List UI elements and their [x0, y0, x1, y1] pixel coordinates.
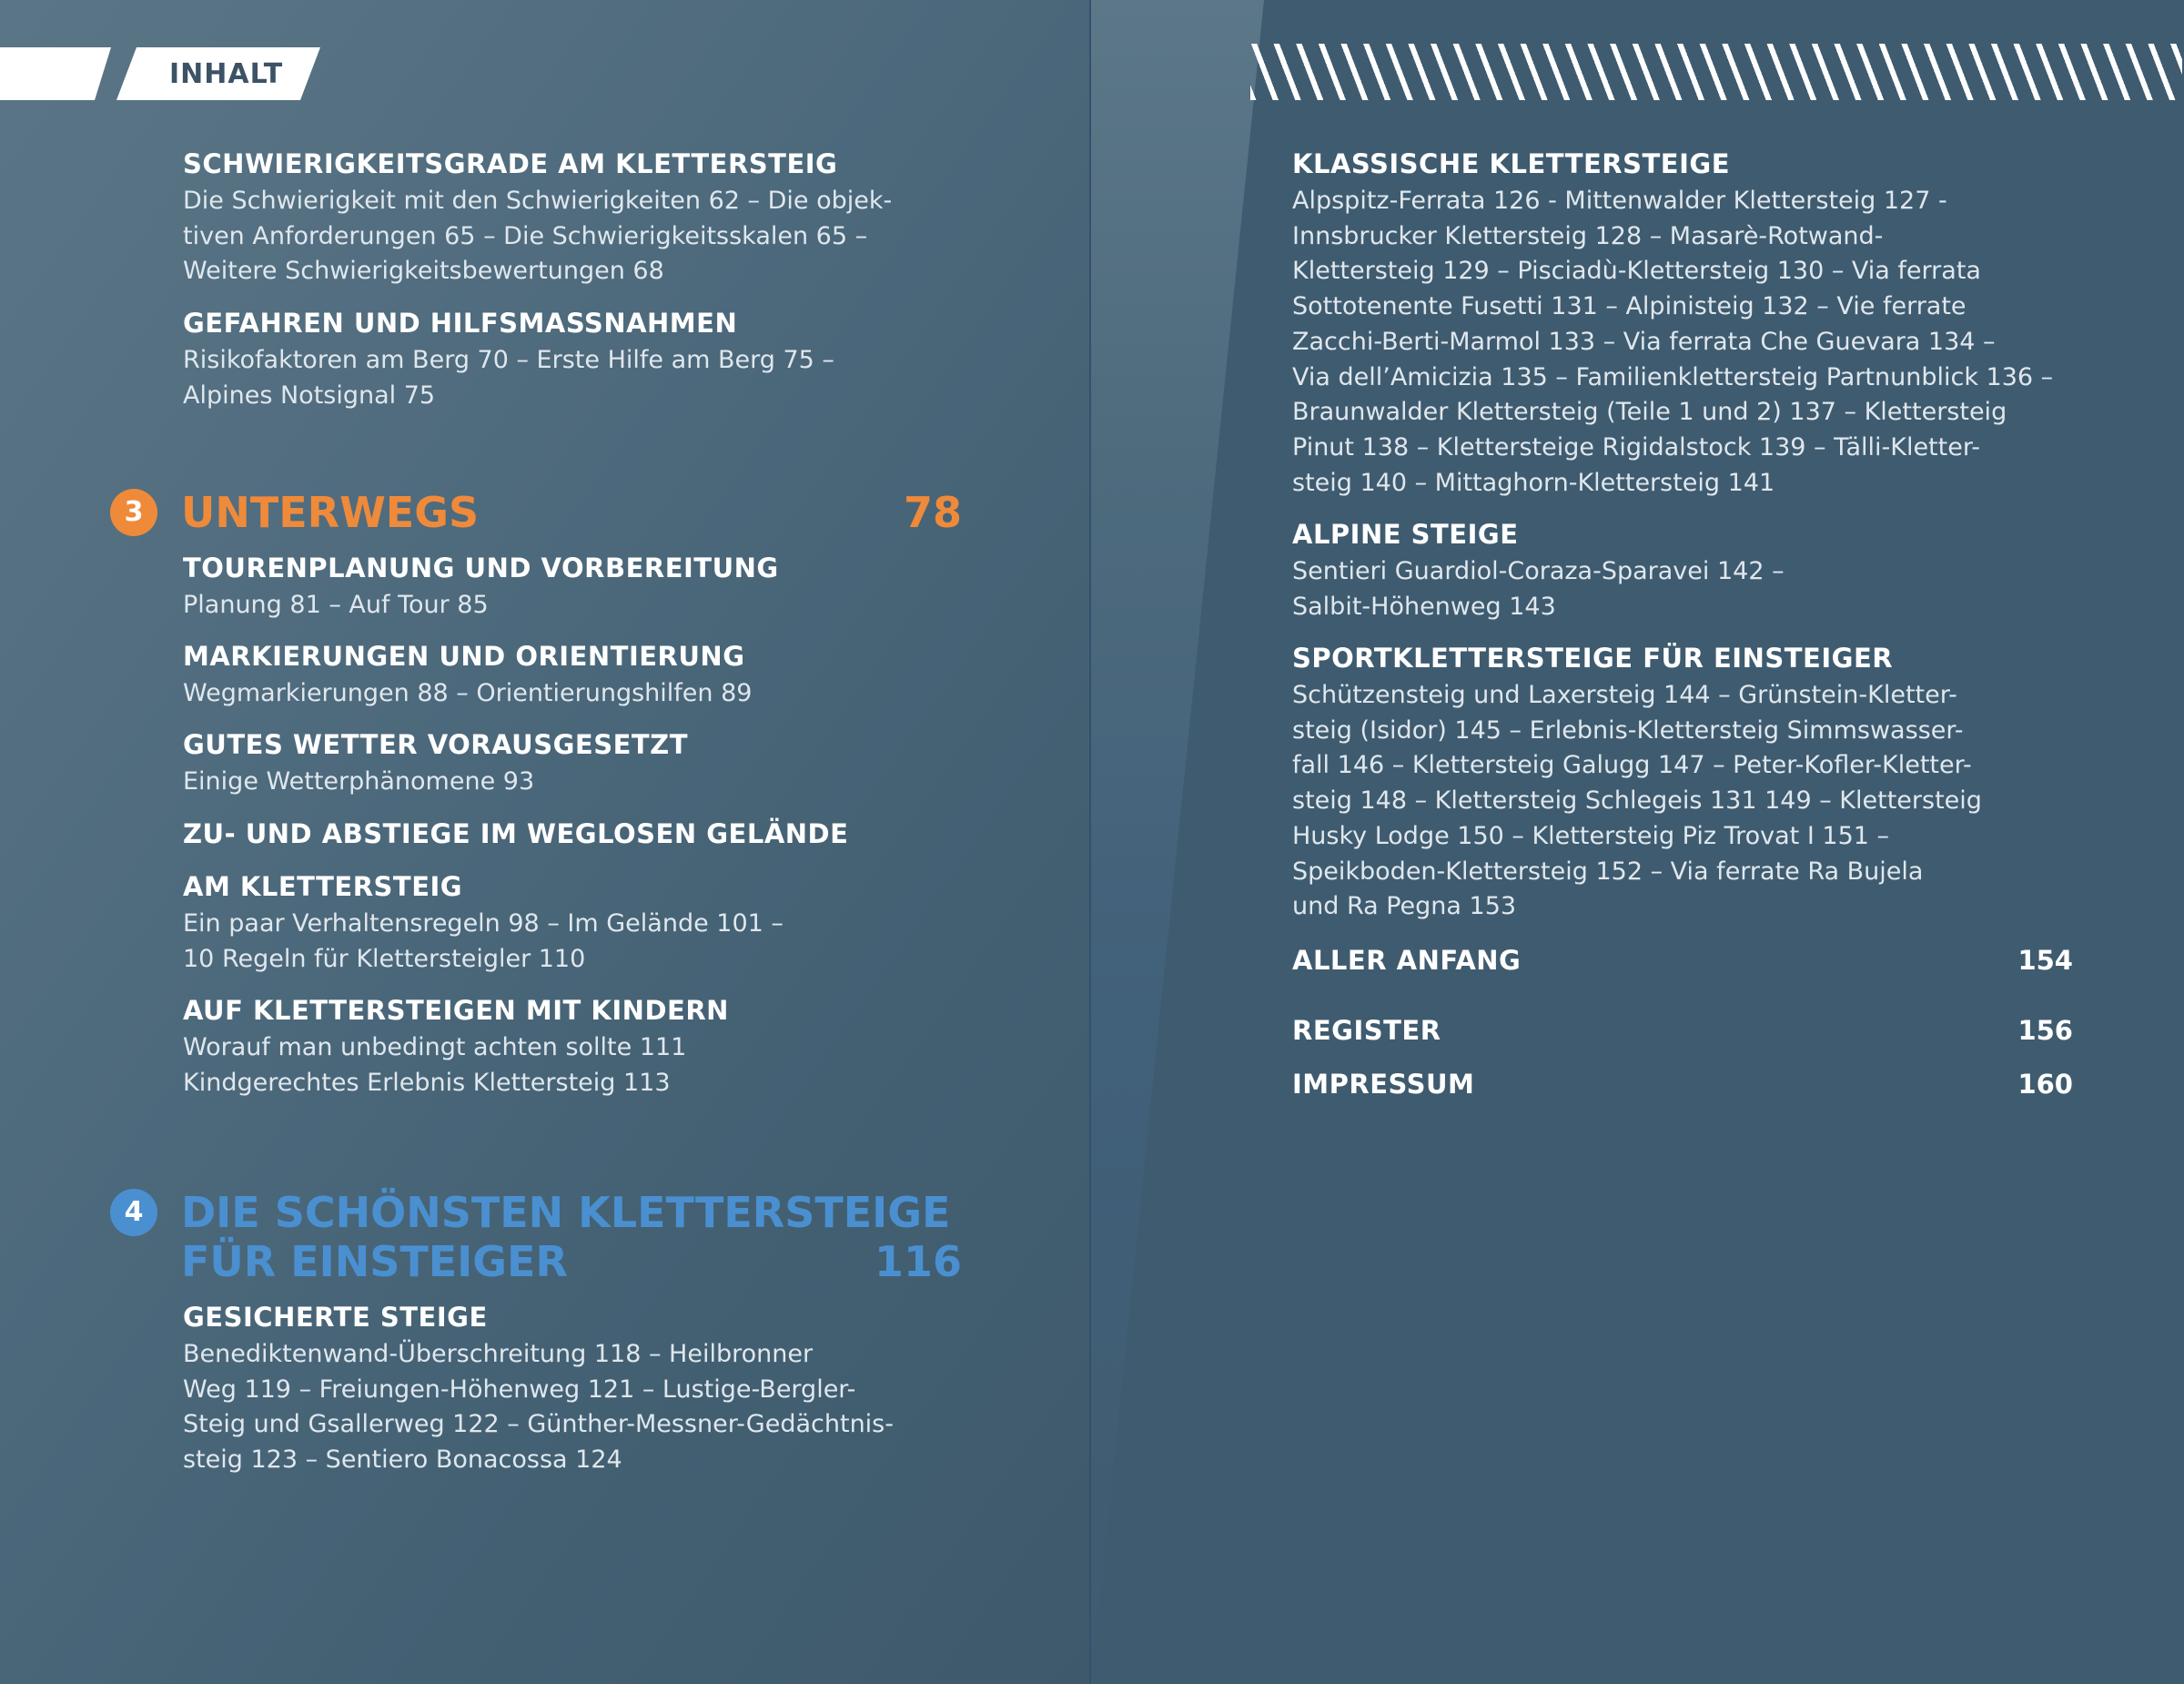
section-heading: SCHWIERIGKEITSGRADE AM KLETTERSTEIG: [183, 148, 838, 179]
section-body: [183, 588, 489, 624]
section-body: [183, 184, 892, 289]
section-body: [183, 676, 752, 712]
body-line: fall 146 – Klettersteig Galugg 147 – Peter-Kofler-Kletter-: [1292, 751, 1972, 780]
body-line: Salbit-Höhenweg 143: [1292, 592, 1556, 621]
section-body: [1292, 554, 1785, 624]
body-line: Alpspitz-Ferrata 126 - Mittenwalder Klettersteig 127 -: [1292, 187, 1947, 215]
body-line: und Ra Pegna 153: [1292, 892, 1517, 921]
body-line: Worauf man unbedingt achten sollte 111: [183, 1033, 687, 1061]
chapter-page-number: 116: [874, 1237, 962, 1286]
chapter-title-line: FÜR EINSTEIGER: [181, 1237, 568, 1286]
chapter-title-line: UNTERWEGS: [181, 488, 480, 537]
body-line: Pinut 138 – Klettersteige Rigidalstock 139 – Tälli-Kletter-: [1292, 432, 1980, 462]
section-heading: KLASSISCHE KLETTERSTEIGE: [1292, 148, 1731, 179]
toc-entry-aller-anfang: ALLER ANFANG: [1292, 945, 1522, 976]
body-line: Innsbrucker Klettersteig 128 – Masarè-Rotwand-: [1292, 221, 1884, 250]
section-heading: GESICHERTE STEIGE: [183, 1302, 488, 1333]
section-body: [183, 765, 534, 800]
toc-page-number: 154: [2017, 945, 2073, 976]
body-line: Schützensteig und Laxersteig 144 – Grünstein-Kletter-: [1292, 681, 1957, 709]
body-line: steig 148 – Klettersteig Schlegeis 131 149 – Klettersteig: [1292, 786, 1982, 816]
body-line: Braunwalder Klettersteig (Teile 1 und 2) 137 – Klettersteig: [1292, 398, 2007, 427]
section-heading: ZU- UND ABSTIEGE IM WEGLOSEN GELÄNDE: [183, 818, 849, 849]
toc-page-number: 160: [2017, 1069, 2073, 1100]
body-line: Sentieri Guardiol-Coraza-Sparavei 142 –: [1292, 557, 1785, 585]
body-line: Einige Wetterphänomene 93: [183, 767, 535, 796]
body-line: 10 Regeln für Klettersteigler 110: [183, 944, 586, 973]
section-body: [183, 907, 784, 977]
section-heading: AUF KLETTERSTEIGEN MIT KINDERN: [183, 995, 729, 1026]
body-line: Die Schwierigkeit mit den Schwierigkeiten 62 – Die objek-: [183, 187, 893, 215]
body-line: Weg 119 – Freiungen-Höhenweg 121 – Lustige-Bergler-: [183, 1375, 856, 1404]
chapter-number-badge: 3: [110, 489, 157, 536]
body-line: Risikofaktoren am Berg 70 – Erste Hilfe am Berg 75 –: [183, 346, 834, 374]
section-heading: GUTES WETTER VORAUSGESETZT: [183, 729, 688, 760]
toc-entry-register: REGISTER: [1292, 1015, 1441, 1046]
section-body: [183, 1030, 686, 1101]
toc-entry-impressum: IMPRESSUM: [1292, 1069, 1475, 1100]
section-body: [183, 1337, 894, 1478]
section-heading: AM KLETTERSTEIG: [183, 871, 463, 902]
decorative-stripes: [1250, 44, 2182, 100]
left-page: [0, 0, 1090, 1684]
body-line: Alpines Notsignal 75: [183, 380, 436, 410]
toc-page-number: 156: [2017, 1015, 2073, 1046]
body-line: Planung 81 – Auf Tour 85: [183, 591, 489, 619]
section-heading: MARKIERUNGEN UND ORIENTIERUNG: [183, 641, 745, 672]
body-line: steig 123 – Sentiero Bonacossa 124: [183, 1446, 622, 1475]
body-line: tiven Anforderungen 65 – Die Schwierigkeitsskalen 65 –: [183, 221, 868, 250]
body-line: Steig und Gsallerweg 122 – Günther-Messner-Gedächtnis-: [183, 1410, 894, 1439]
tab-shape-left: [0, 47, 111, 100]
section-heading: TOURENPLANUNG UND VORBEREITUNG: [183, 553, 779, 583]
body-line: Zacchi-Berti-Marmol 133 – Via ferrata Che Guevara 134 –: [1292, 327, 1996, 356]
section-body: [1292, 678, 1982, 925]
body-line: steig (Isidor) 145 – Erlebnis-Klettersteig Simmswasser-: [1292, 715, 1964, 745]
section-heading: SPORTKLETTERSTEIGE FÜR EINSTEIGER: [1292, 643, 1894, 674]
body-line: Wegmarkierungen 88 – Orientierungshilfen 89: [183, 679, 753, 707]
body-line: Kindgerechtes Erlebnis Klettersteig 113: [183, 1068, 671, 1097]
body-line: steig 140 – Mittaghorn-Klettersteig 141: [1292, 468, 1775, 497]
section-body: [183, 343, 834, 413]
body-line: Ein paar Verhaltensregeln 98 – Im Gelände 101 –: [183, 909, 784, 938]
chapter-title: [181, 488, 479, 537]
body-line: Sottotenente Fusetti 131 – Alpinisteig 132 – Vie ferrate: [1292, 292, 1967, 321]
body-line: Weitere Schwierigkeitsbewertungen 68: [183, 257, 664, 286]
body-line: Klettersteig 129 – Pisciadù-Klettersteig 130 – Via ferrata: [1292, 257, 1981, 286]
body-line: Benediktenwand-Überschreitung 118 – Heilbronner: [183, 1340, 814, 1368]
section-heading: GEFAHREN UND HILFSMASSNAHMEN: [183, 308, 738, 339]
chapter-page-number: 78: [903, 488, 962, 537]
chapter-title-line: DIE SCHÖNSTEN KLETTERSTEIGE: [181, 1188, 951, 1237]
chapter-number-badge: 4: [110, 1189, 157, 1236]
page-sheen: [1091, 0, 1264, 1684]
body-line: Speikboden-Klettersteig 152 – Via ferrate Ra Bujela: [1292, 857, 1924, 886]
section-body: [1292, 184, 2053, 501]
body-line: Husky Lodge 150 – Klettersteig Piz Trovat I 151 –: [1292, 821, 1890, 850]
contents-tab: [0, 47, 320, 100]
section-heading: ALPINE STEIGE: [1292, 519, 1519, 550]
contents-label: INHALT: [169, 58, 284, 90]
body-line: Via dell’Amicizia 135 – Familienklettersteig Partnunblick 136 –: [1292, 362, 2054, 391]
